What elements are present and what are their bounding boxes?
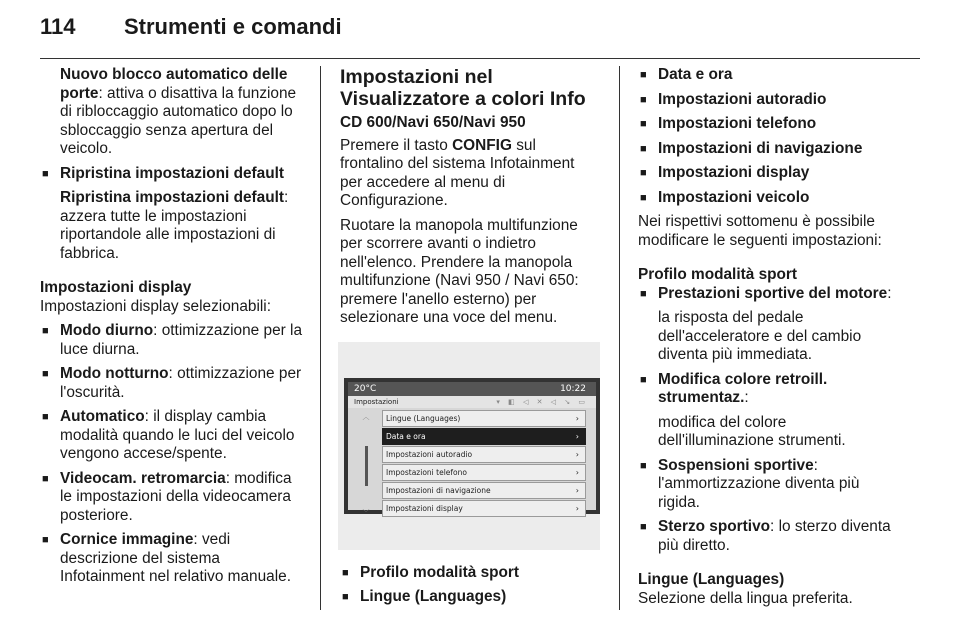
item-term: Modo diurno — [60, 322, 154, 339]
column-right — [638, 66, 904, 608]
scroll-thumb — [365, 446, 368, 486]
column-left — [40, 66, 306, 593]
item-term: Prestazioni sportive del motore — [658, 284, 888, 302]
item-term: Sterzo sportivo — [658, 518, 771, 535]
knob-paragraph: Ruotare la manopola multifunzione per scorrere avanti o indietro nell'elenco. Prendere la manopola multifunzione (Navi 950 / Navi 650: premere l'anello esterno) per selezionare una voce del menu. — [340, 216, 579, 326]
list-item — [638, 457, 904, 513]
submenu-paragraph: Nei rispettivi sottomenu è possibile modificare le seguenti impostazioni: — [638, 213, 882, 249]
list-item — [340, 588, 598, 607]
menu-item-label: Data e ora — [386, 431, 426, 441]
config-key: CONFIG — [452, 136, 512, 154]
column-divider — [619, 66, 620, 610]
door-lock-paragraph — [60, 66, 306, 159]
display-intro: Impostazioni display selezionabili: — [40, 297, 271, 315]
language-section-title: Lingue (Languages) — [638, 571, 785, 588]
menu-item-label: Impostazioni di navigazione — [386, 485, 491, 495]
list-item — [40, 365, 306, 402]
section-subheading: CD 600/Navi 650/Navi 950 — [340, 114, 526, 131]
screen-menu-item — [382, 410, 586, 427]
screen-title: Impostazioni — [354, 397, 399, 406]
item-desc: : modifica le impostazioni della videocamera posteriore. — [60, 469, 292, 524]
item-term: Videocam. retromarcia — [60, 469, 226, 487]
item-desc: : lo sterzo diventa più diretto. — [658, 518, 891, 554]
list-item — [40, 322, 306, 359]
item-desc: : l'ammortizzazione diventa più rigida. — [658, 456, 860, 511]
item-desc: : il display cambia modalità quando le luci del veicolo vengono accese/spente. — [60, 408, 295, 462]
item-term: Modifica colore retroill. strumentaz. — [658, 370, 828, 406]
item-term: Impostazioni veicolo — [658, 188, 810, 206]
screen-menu-list — [382, 410, 586, 518]
item-term: Profilo modalità sport — [360, 563, 520, 581]
header-rule — [40, 58, 920, 59]
reset-paragraph — [60, 189, 306, 263]
infotainment-screenshot — [338, 342, 600, 550]
reset-term: Ripristina impostazioni default — [60, 189, 285, 206]
item-desc: : ottimizzazione per la luce diurna. — [60, 322, 303, 358]
column-divider — [320, 66, 321, 610]
list-item — [638, 91, 904, 110]
item-term: Cornice immagine — [60, 531, 194, 548]
language-paragraph: Selezione della lingua preferita. — [638, 589, 853, 607]
screen-scrollbar — [362, 408, 370, 517]
chevron-right-icon: › — [575, 485, 579, 495]
item-desc: : — [744, 389, 749, 406]
page-title: Strumenti e comandi — [124, 14, 342, 39]
list-item — [40, 470, 306, 526]
list-item — [638, 140, 904, 159]
item-term: Impostazioni telefono — [658, 115, 817, 132]
item-term: Impostazioni di navigazione — [658, 139, 863, 157]
chevron-right-icon: › — [575, 503, 579, 513]
list-item — [638, 115, 904, 134]
item-desc: : vedi descrizione del sistema Infotainment nel relativo manuale. — [60, 531, 291, 585]
item-term: Sospensioni sportive — [658, 456, 814, 474]
list-item — [638, 66, 904, 85]
menu-item-label: Lingue (Languages) — [386, 413, 461, 423]
screen-title-bar — [348, 396, 596, 408]
item-term: Automatico — [60, 408, 145, 425]
list-item — [638, 371, 904, 408]
item-term: Lingue (Languages) — [360, 588, 507, 605]
chevron-right-icon: › — [575, 413, 579, 423]
item-term: Impostazioni display — [658, 164, 810, 181]
screen-menu-item — [382, 482, 586, 499]
screen-menu-item — [382, 446, 586, 463]
item-term: Data e ora — [658, 66, 733, 83]
screen-menu-item — [382, 464, 586, 481]
reset-desc: : azzera tutte le impostazioni riportandole alle impostazioni di fabbrica. — [60, 189, 289, 262]
chevron-right-icon: › — [575, 467, 579, 477]
list-item — [638, 164, 904, 183]
menu-item-label: Impostazioni display — [386, 503, 463, 513]
item-detail: la risposta del pedale dell'acceleratore e del cambio diventa più immediata. — [658, 309, 862, 363]
menu-item-label: Impostazioni autoradio — [386, 449, 473, 459]
reset-bullet — [40, 165, 306, 184]
list-item — [638, 518, 904, 555]
item-term: Impostazioni autoradio — [658, 90, 827, 108]
display-section-title: Impostazioni display — [40, 279, 192, 296]
item-desc: : — [887, 284, 892, 302]
menu-item-label: Impostazioni telefono — [386, 467, 467, 477]
infotainment-screen — [344, 378, 600, 517]
config-text-a: Premere il tasto — [340, 136, 453, 154]
config-paragraph — [340, 137, 598, 211]
chevron-right-icon: › — [575, 449, 579, 459]
screen-menu-item — [382, 500, 586, 517]
chevron-right-icon: › — [575, 431, 579, 441]
screen-clock: 10:22 — [560, 383, 586, 394]
list-item — [40, 408, 306, 464]
screen-menu-item-selected — [382, 428, 586, 445]
page-number: 114 — [40, 14, 76, 39]
list-item — [340, 564, 598, 583]
list-item — [40, 531, 306, 587]
list-item — [638, 189, 904, 208]
scroll-up-icon: ︿ — [362, 412, 370, 421]
item-detail: modifica del colore dell'illuminazione strumenti. — [658, 413, 846, 449]
column-middle — [340, 66, 598, 607]
section-heading: Impostazioni nel Visualizzatore a colori Info — [340, 66, 586, 110]
sport-section-title: Profilo modalità sport — [638, 266, 798, 283]
status-icons: ▾ ◧ ◁ ✕ ◁ ↘ ▭ — [496, 397, 588, 406]
scroll-down-icon: ﹀ — [362, 509, 370, 517]
screen-temperature: 20°C — [354, 383, 377, 394]
item-term: Modo notturno — [60, 365, 169, 382]
config-text-b: sul frontalino del sistema Infotainment per accedere al menu di Configurazione. — [340, 136, 575, 209]
door-lock-term: Nuovo blocco automatico delle porte — [60, 66, 288, 102]
list-item — [638, 285, 904, 304]
door-lock-desc: : attiva o disattiva la funzione di ribloccaggio automatico dopo lo sbloccaggio senza apertura del veicolo. — [60, 84, 297, 157]
reset-bullet-label: Ripristina impostazioni default — [60, 164, 285, 182]
screen-status-bar — [348, 382, 596, 396]
item-desc: : ottimizzazione per l'oscurità. — [60, 365, 302, 401]
page-header — [40, 14, 342, 40]
